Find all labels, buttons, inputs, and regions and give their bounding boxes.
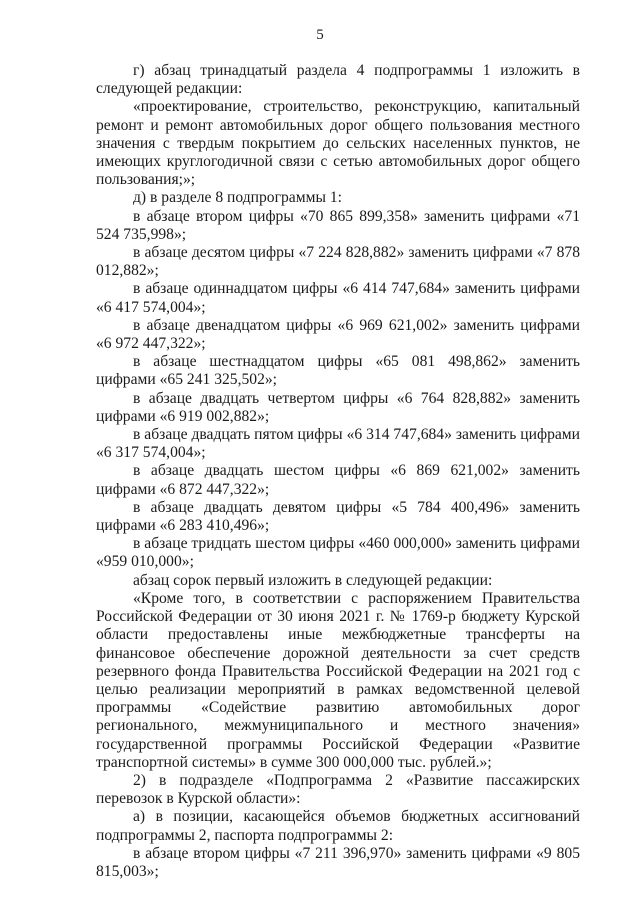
paragraph: в абзаце двенадцатом цифры «6 969 621,002» заменить цифрами «6 972 447,322»; [96,316,580,353]
paragraph: абзац сорок первый изложить в следующей редакции: [133,571,493,589]
paragraph: а) в позиции, касающейся объемов бюджетных ассигнований подпрограммы 2, паспорта подпрограммы 2: [96,808,580,844]
paragraph: в абзаце десятом цифры «7 224 828,882» заменить цифрами «7 878 012,882»; [96,244,580,280]
paragraph: «проектирование, строительство, реконструкцию, капитальный ремонт и ремонт автомобильных дорог общего пользования местного значения с твердым покрытием до сельских населенных пунктов, не имеющих круглогодичной связи с сетью автомобильных дорог общего пользования;»; [96,98,580,189]
paragraph: в абзаце шестнадцатом цифры «65 081 498,862» заменить цифрами «65 241 325,502»; [96,353,580,389]
page-number: 5 [316,27,324,43]
paragraph: в абзаце двадцать пятом цифры «6 314 747,684» заменить цифрами «6 317 574,004»; [96,426,580,462]
paragraph: г) абзац тринадцатый раздела 4 подпрограммы 1 изложить в следующей редакции: [96,62,580,98]
paragraph: 2) в подразделе «Подпрограмма 2 «Развитие пассажирских перевозок в Курской области»: [96,771,580,808]
paragraph: в абзаце тридцать шестом цифры «460 000,000» заменить цифрами «959 010,000»; [96,535,580,571]
document-body [96,62,580,881]
paragraph: в абзаце втором цифры «7 211 396,970» заменить цифрами «9 805 815,003»; [96,844,580,880]
paragraph: в абзаце двадцать девятом цифры «5 784 400,496» заменить цифрами «6 283 410,496»; [96,498,580,535]
paragraph: в абзаце двадцать шестом цифры «6 869 621,002» заменить цифрами «6 872 447,322»; [96,462,580,498]
paragraph: в абзаце двадцать четвертом цифры «6 764 828,882» заменить цифрами «6 919 002,882»; [96,389,580,425]
paragraph: в абзаце одиннадцатом цифры «6 414 747,684» заменить цифрами «6 417 574,004»; [96,280,580,316]
paragraph: в абзаце втором цифры «70 865 899,358» заменить цифрами «71 524 735,998»; [96,207,580,243]
paragraph: д) в разделе 8 подпрограммы 1: [133,189,342,207]
paragraph: «Кроме того, в соответствии с распоряжением Правительства Российской Федерации от 30 июня 2021 г. № 1769-р бюджету Курской области предоставлены иные межбюджетные трансферты на финансовое обеспечение дорожной деятельности за счет средств резервного фонда Правительства Российской Федерации на 2021 год с целью реализации мероприятий в рамках ведомственной целевой программы «Содействие развитию автомобильных дорог регионального, межмуниципального и местного значения» государственной программы Российской Федерации «Развитие транспортной системы» в сумме 300 000,000 тыс. рублей.»; [96,589,580,771]
